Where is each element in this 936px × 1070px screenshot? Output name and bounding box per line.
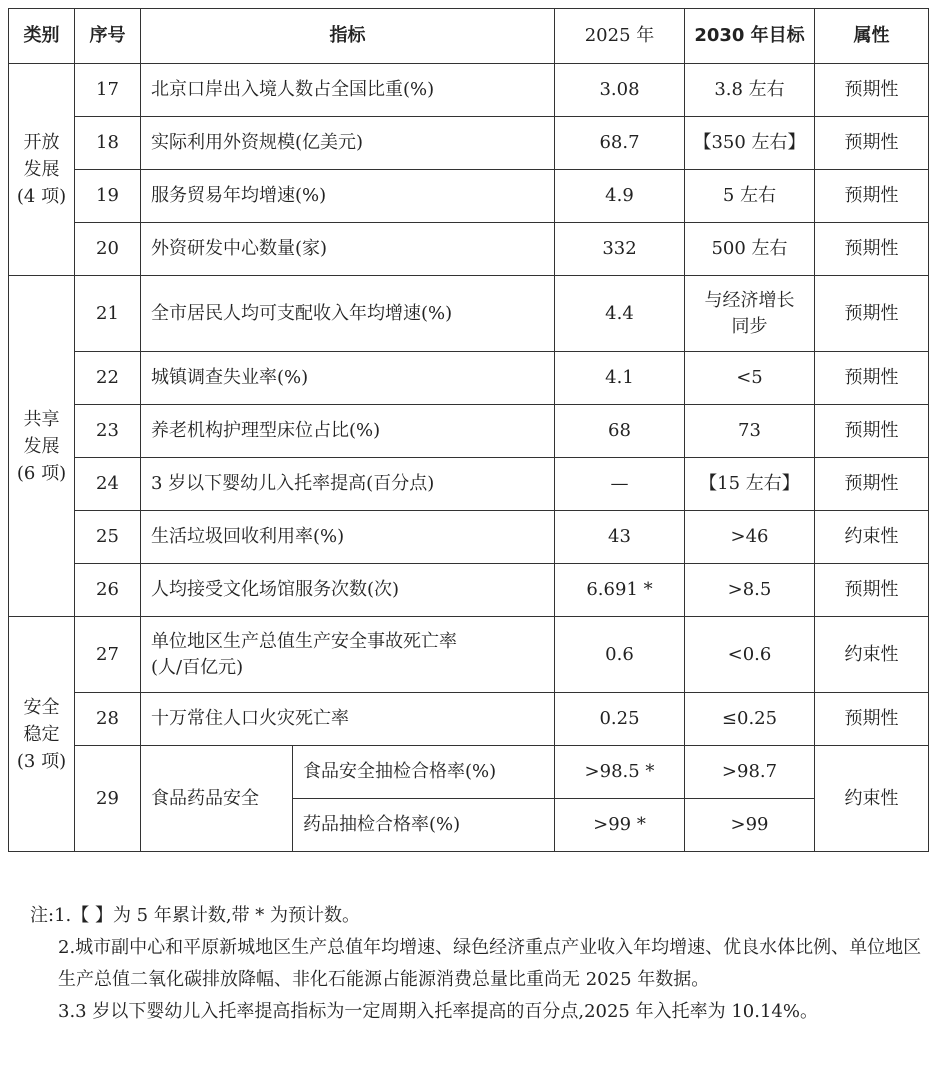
value-2030: >8.5: [685, 564, 815, 617]
header-indicator: 指标: [141, 9, 555, 64]
row-number: 19: [75, 170, 141, 223]
indicator-name: 外资研发中心数量(家): [141, 223, 555, 276]
value-2030: 与经济增长 同步: [685, 276, 815, 352]
indicator-name: 城镇调查失业率(%): [141, 352, 555, 405]
attribute: 预期性: [815, 64, 929, 117]
indicator-name: 全市居民人均可支配收入年均增速(%): [141, 276, 555, 352]
table-row: [9, 223, 929, 276]
value-2025: 332: [555, 223, 685, 276]
note-3: 3.3 岁以下婴幼儿入托率提高指标为一定周期入托率提高的百分点,2025 年入托率为 10.14%。: [58, 1001, 818, 1022]
value-2030: 73: [685, 405, 815, 458]
indicator-name: 人均接受文化场馆服务次数(次): [141, 564, 555, 617]
header-row: [9, 9, 929, 64]
row-number: 26: [75, 564, 141, 617]
row-number: 22: [75, 352, 141, 405]
value-2025: 4.1: [555, 352, 685, 405]
indicator-name: 服务贸易年均增速(%): [141, 170, 555, 223]
header-2025: 2025 年: [555, 9, 685, 64]
value-2025: 68.7: [555, 117, 685, 170]
value-2030: 3.8 左右: [685, 64, 815, 117]
value-2025: >99 *: [555, 799, 685, 852]
table-row: [9, 352, 929, 405]
sub-indicator-name: 药品抽检合格率(%): [293, 799, 555, 852]
attribute: 预期性: [815, 170, 929, 223]
table-row: [9, 693, 929, 746]
note-2: 2.城市副中心和平原新城地区生产总值年均增速、绿色经济重点产业收入年均增速、优良水体比例、单位地区生产总值二氧化碳排放降幅、非化石能源占能源消费总量比重尚无 2025 年数据。: [58, 937, 922, 990]
indicator-table: [8, 8, 929, 852]
value-2030: 5 左右: [685, 170, 815, 223]
category-cell: 开放 发展 (4 项): [9, 64, 75, 276]
row-number: 20: [75, 223, 141, 276]
indicator-name: 养老机构护理型床位占比(%): [141, 405, 555, 458]
value-2025: 4.4: [555, 276, 685, 352]
value-2025: 6.691 *: [555, 564, 685, 617]
value-2030: ≤0.25: [685, 693, 815, 746]
attribute: 预期性: [815, 117, 929, 170]
value-2025: 43: [555, 511, 685, 564]
value-2025: >98.5 *: [555, 746, 685, 799]
value-2030: 【350 左右】: [685, 117, 815, 170]
category-cell: 安全 稳定 (3 项): [9, 617, 75, 852]
table-row: [9, 276, 929, 352]
table-notes: [30, 900, 930, 1028]
attribute: 预期性: [815, 458, 929, 511]
category-cell: 共享 发展 (6 项): [9, 276, 75, 617]
value-2025: 0.25: [555, 693, 685, 746]
value-2025: 0.6: [555, 617, 685, 693]
table-row: [9, 511, 929, 564]
row-number: 29: [75, 746, 141, 852]
indicator-name: 十万常住人口火灾死亡率: [141, 693, 555, 746]
value-2025: 3.08: [555, 64, 685, 117]
value-2030: <0.6: [685, 617, 815, 693]
value-2030: >99: [685, 799, 815, 852]
attribute: 预期性: [815, 693, 929, 746]
attribute: 约束性: [815, 617, 929, 693]
table-row: [9, 458, 929, 511]
table-row: [9, 170, 929, 223]
note-1: 注:1.【 】为 5 年累计数,带 * 为预计数。: [30, 905, 361, 926]
attribute: 预期性: [815, 276, 929, 352]
header-attribute: 属性: [815, 9, 929, 64]
attribute: 约束性: [815, 511, 929, 564]
table-row: [9, 564, 929, 617]
table-row: [9, 746, 929, 799]
indicator-name: 北京口岸出入境人数占全国比重(%): [141, 64, 555, 117]
value-2030: <5: [685, 352, 815, 405]
value-2025: 68: [555, 405, 685, 458]
row-number: 25: [75, 511, 141, 564]
row-number: 23: [75, 405, 141, 458]
indicator-name: 3 岁以下婴幼儿入托率提高(百分点): [141, 458, 555, 511]
header-2030: 2030 年目标: [685, 9, 815, 64]
table-row: [9, 405, 929, 458]
table-row: [9, 64, 929, 117]
attribute: 预期性: [815, 405, 929, 458]
header-number: 序号: [75, 9, 141, 64]
value-2030: >98.7: [685, 746, 815, 799]
table-row: [9, 117, 929, 170]
row-number: 21: [75, 276, 141, 352]
value-2030: >46: [685, 511, 815, 564]
value-2030: 【15 左右】: [685, 458, 815, 511]
row-number: 17: [75, 64, 141, 117]
header-category: 类别: [9, 9, 75, 64]
attribute: 预期性: [815, 352, 929, 405]
indicator-name: 实际利用外资规模(亿美元): [141, 117, 555, 170]
value-2025: —: [555, 458, 685, 511]
indicator-name: 食品药品安全: [141, 746, 293, 852]
attribute: 预期性: [815, 564, 929, 617]
indicator-name: 生活垃圾回收利用率(%): [141, 511, 555, 564]
attribute: 预期性: [815, 223, 929, 276]
attribute: 约束性: [815, 746, 929, 852]
indicator-name: 单位地区生产总值生产安全事故死亡率 (人/百亿元): [141, 617, 555, 693]
row-number: 27: [75, 617, 141, 693]
row-number: 18: [75, 117, 141, 170]
value-2025: 4.9: [555, 170, 685, 223]
row-number: 24: [75, 458, 141, 511]
value-2030: 500 左右: [685, 223, 815, 276]
row-number: 28: [75, 693, 141, 746]
sub-indicator-name: 食品安全抽检合格率(%): [293, 746, 555, 799]
table-row: [9, 617, 929, 693]
